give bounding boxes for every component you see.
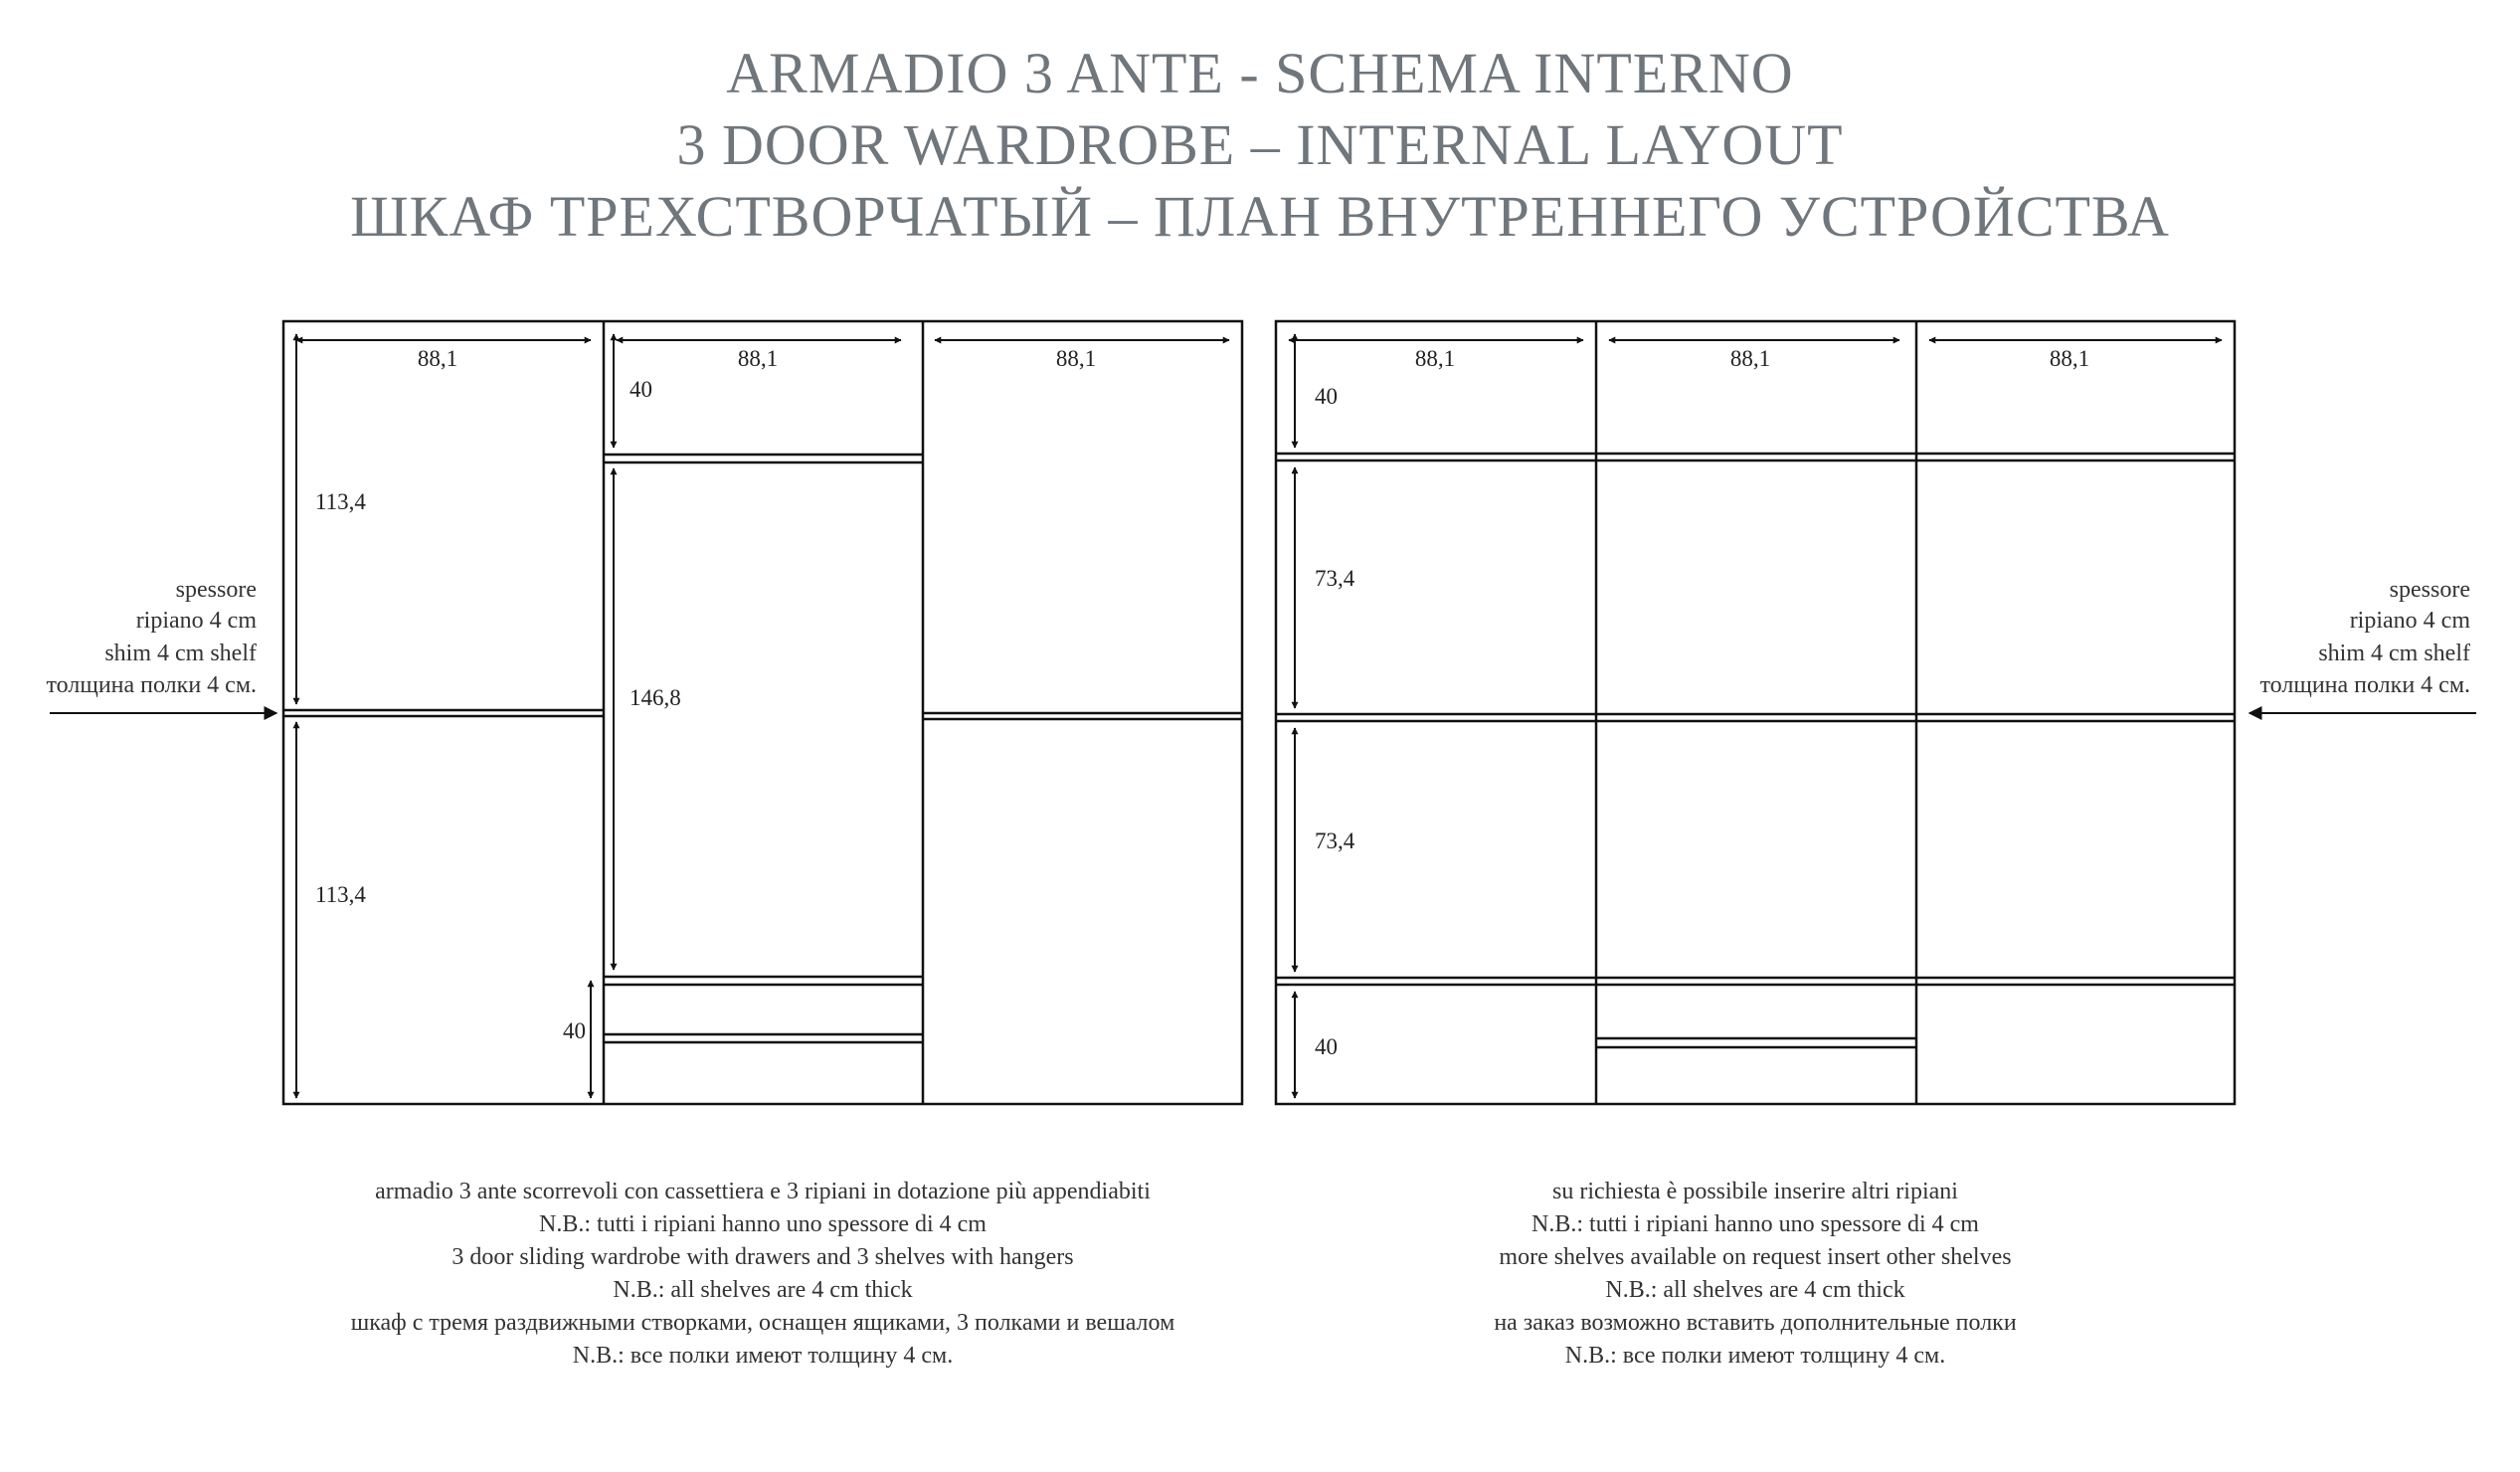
title-russian: ШКАФ ТРЕХСТВОРЧАТЫЙ – ПЛАН ВНУТРЕННЕГО УСТРОЙСТВА xyxy=(350,184,2170,249)
title-italian: ARMADIO 3 ANTE - SCHEMA INTERNO xyxy=(726,41,1794,105)
left-side-note-line-3: shim 4 cm shelf xyxy=(104,641,257,666)
right-height-upper-mid: 73,4 xyxy=(1315,566,1355,591)
right-height-lower-mid: 73,4 xyxy=(1315,828,1355,853)
right-caption-line-5: на заказ возможно вставить дополнительные полки xyxy=(1494,1310,2017,1336)
left-caption-line-3: 3 door sliding wardrobe with drawers and 3 shelves with hangers xyxy=(451,1244,1074,1270)
right-caption-line-6: N.B.: все полки имеют толщину 4 см. xyxy=(1564,1343,1946,1369)
left-height-drawers: 40 xyxy=(563,1018,586,1043)
right-side-note-line-4: толщина полки 4 см. xyxy=(2259,672,2470,698)
left-side-note-line-2: ripiano 4 cm xyxy=(135,608,257,634)
right-height-bottom: 40 xyxy=(1315,1034,1338,1059)
left-side-note-line-1: spessore xyxy=(175,577,257,603)
right-width-1: 88,1 xyxy=(1414,346,1456,371)
right-side-note xyxy=(2250,577,2476,713)
right-side-note-line-1: spessore xyxy=(2389,577,2470,603)
left-caption-line-5: шкаф с тремя раздвижными створками, оснащен ящиками, 3 полками и вешалом xyxy=(350,1310,1175,1336)
right-side-note-line-2: ripiano 4 cm xyxy=(2349,608,2470,634)
right-side-note-line-3: shim 4 cm shelf xyxy=(2318,641,2470,666)
left-side-note xyxy=(47,577,277,713)
right-caption-line-3: more shelves available on request insert other shelves xyxy=(1499,1244,2012,1270)
right-caption-line-2: N.B.: tutti i ripiani hanno uno spessore di 4 cm xyxy=(1531,1211,1979,1237)
right-frame xyxy=(1276,321,2235,1104)
left-height-hanging: 146,8 xyxy=(630,685,681,710)
right-caption-line-4: N.B.: all shelves are 4 cm thick xyxy=(1605,1277,1905,1303)
left-height-upper: 113,4 xyxy=(315,489,366,514)
title-english: 3 DOOR WARDROBE – INTERNAL LAYOUT xyxy=(676,112,1844,177)
right-width-2: 88,1 xyxy=(1729,346,1771,371)
right-wardrobe xyxy=(1276,321,2235,1104)
left-caption-line-2: N.B.: tutti i ripiani hanno uno spessore di 4 cm xyxy=(539,1211,987,1237)
right-height-top: 40 xyxy=(1315,384,1338,409)
right-caption-line-1: su richiesta è possibile inserire altri ripiani xyxy=(1552,1179,1958,1204)
left-width-2: 88,1 xyxy=(737,346,779,371)
left-height-lower: 113,4 xyxy=(315,882,366,907)
left-caption-line-6: N.B.: все полки имеют толщину 4 см. xyxy=(572,1343,954,1369)
right-width-3: 88,1 xyxy=(2049,346,2090,371)
left-wardrobe xyxy=(283,321,1242,1104)
left-caption xyxy=(266,1176,1260,1373)
left-side-note-line-4: толщина полки 4 см. xyxy=(46,672,257,698)
left-width-3: 88,1 xyxy=(1055,346,1097,371)
right-caption xyxy=(1258,1176,2252,1373)
left-caption-line-1: armadio 3 ante scorrevoli con cassettiera e 3 ripiani in dotazione più appendiabiti xyxy=(375,1179,1151,1204)
left-caption-line-4: N.B.: all shelves are 4 cm thick xyxy=(613,1277,913,1303)
left-width-1: 88,1 xyxy=(417,346,458,371)
left-dimension-labels xyxy=(315,346,1096,1043)
left-height-top-shelf: 40 xyxy=(630,377,652,402)
